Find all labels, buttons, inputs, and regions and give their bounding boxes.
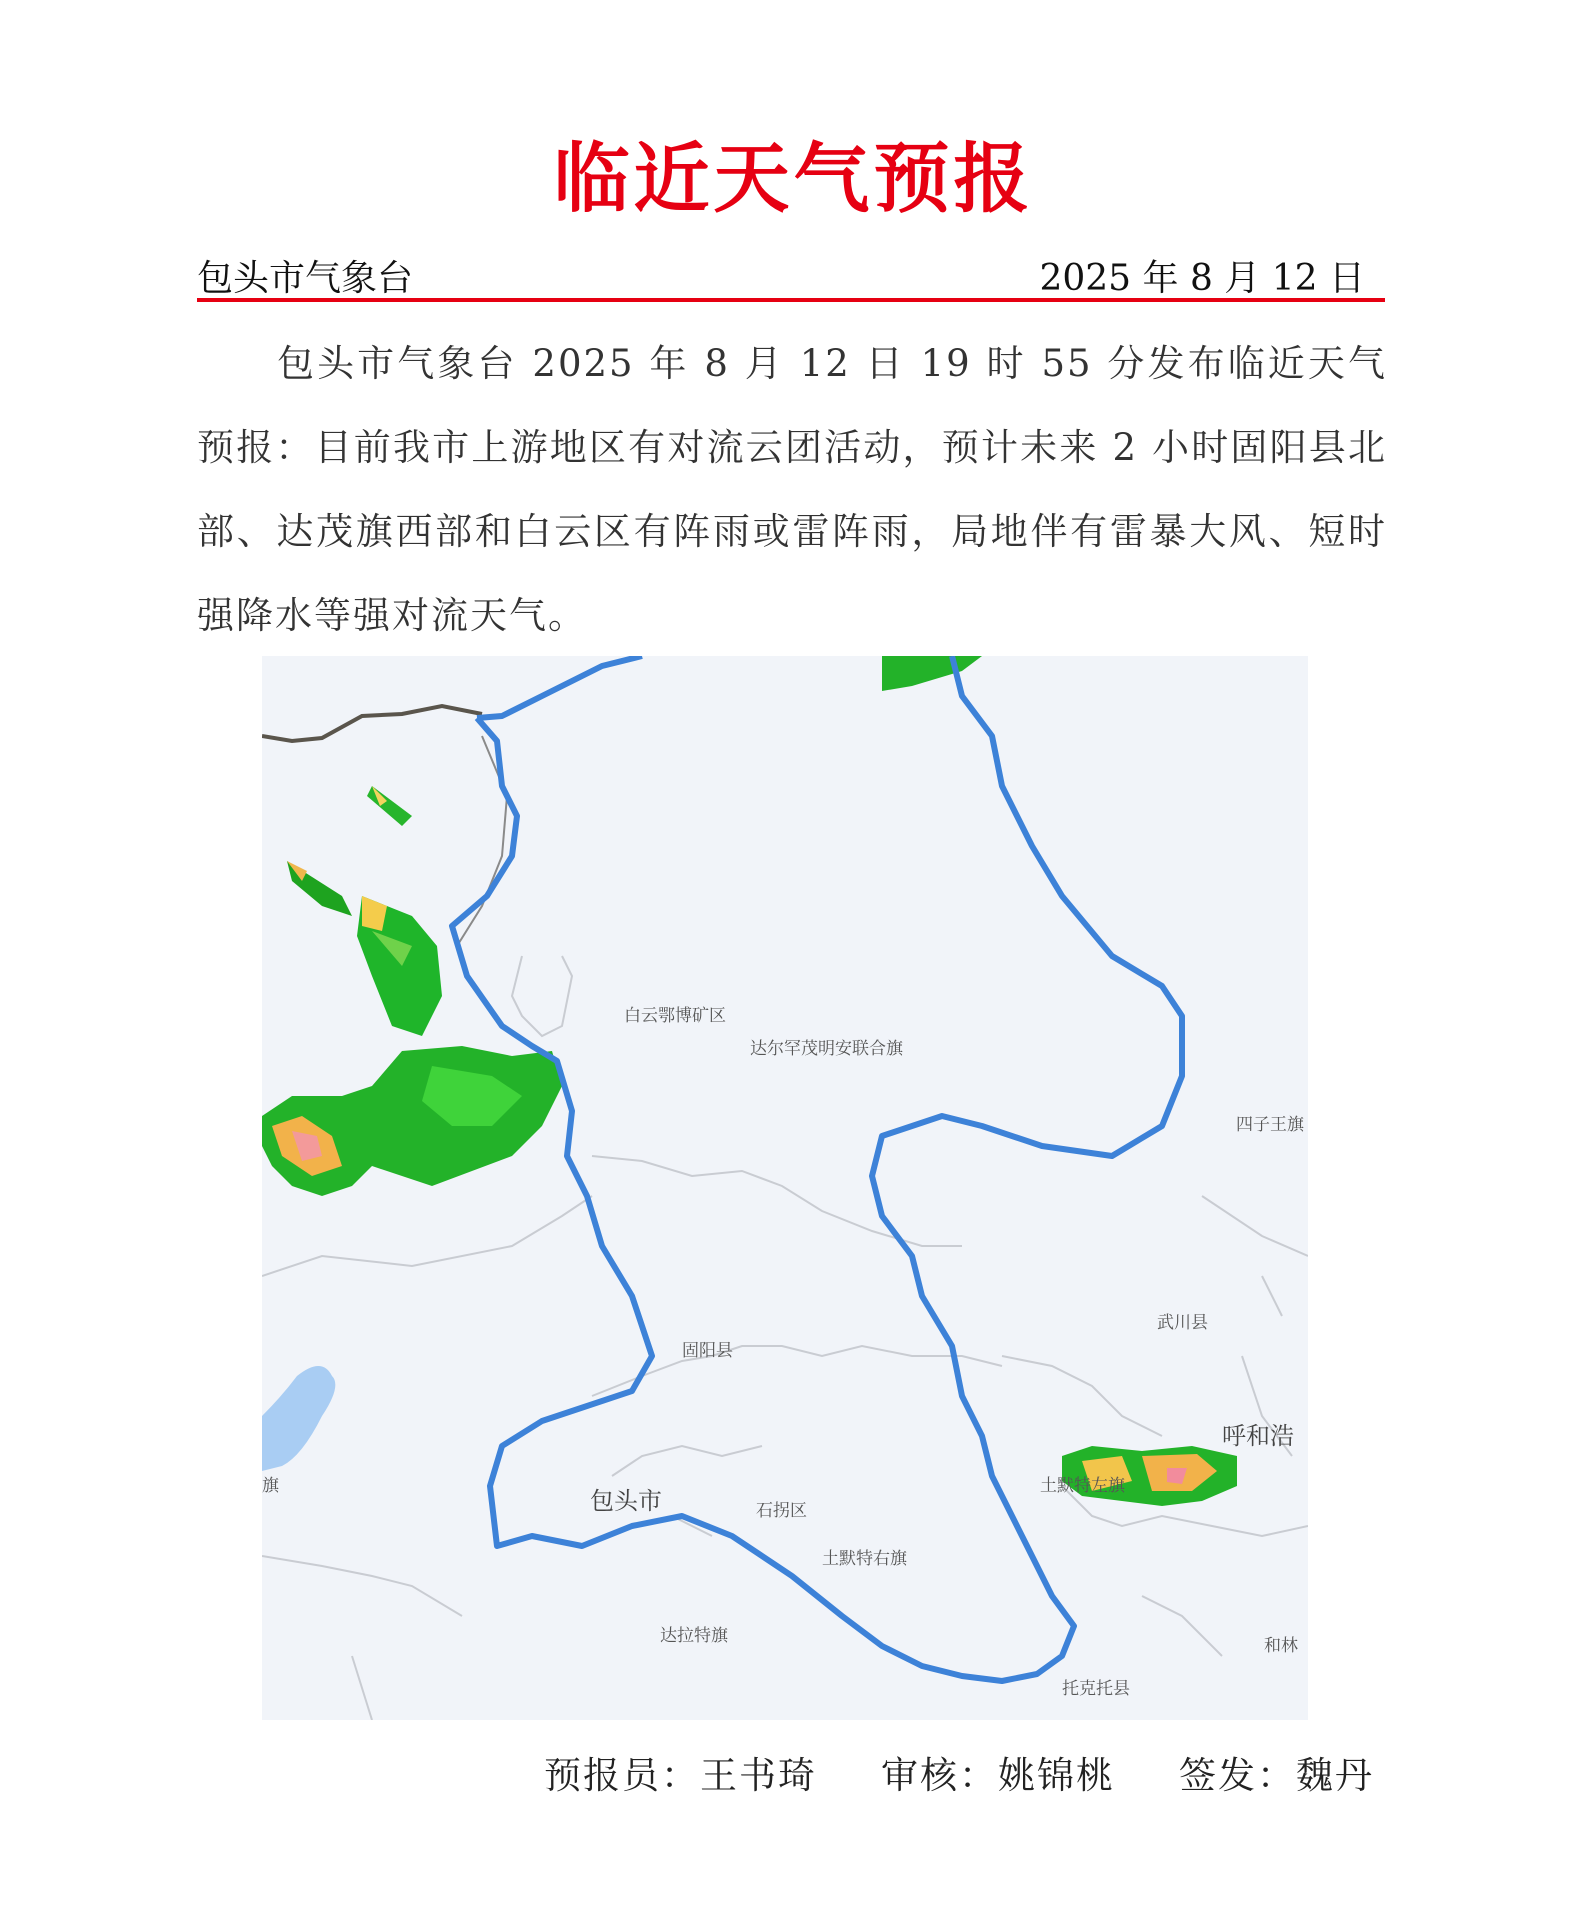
page-title: 临近天气预报 [553, 134, 1034, 223]
label-dalate: 达拉特旗 [660, 1626, 728, 1646]
issuer-name: 包头市气象台 [197, 258, 414, 299]
label-huhehaote: 呼和浩 [1222, 1422, 1294, 1450]
label-tumoteright: 土默特右旗 [822, 1549, 907, 1569]
radar-map [262, 656, 1308, 1720]
radar-echoes [262, 656, 1237, 1506]
label-tuoketuo: 托克托县 [1062, 1679, 1130, 1699]
approver: 签发：魏丹 [1179, 1754, 1374, 1797]
forecaster: 预报员：王书琦 [544, 1754, 817, 1797]
forecast-text: 包头市气象台 2025 年 8 月 12 日 19 时 55 分发布临近天气预报：目前我市上游地区有对流云团活动，预计未来 2 小时固阳县北部、达茂旗西部和白云区有阵雨或雷阵雨，局地伴有雷暴大风、短时强降水等强对流天气。 [197, 342, 1387, 637]
label-guyang: 固阳县 [682, 1341, 733, 1361]
header-divider [197, 298, 1385, 302]
aux-line [542, 1421, 562, 1536]
label-siziwang: 四子王旗 [1236, 1115, 1304, 1135]
label-shiguai: 石拐区 [756, 1501, 807, 1521]
city-boundary-top [477, 656, 642, 718]
label-qi: 旗 [262, 1476, 279, 1496]
label-damao: 达尔罕茂明安联合旗 [750, 1039, 903, 1059]
lake [262, 1366, 335, 1471]
label-baotou: 包头市 [590, 1487, 662, 1515]
city-boundary [452, 656, 1182, 1681]
issue-date: 2025 年 8 月 12 日 [1039, 258, 1365, 299]
label-tumoteleft: 土默特左旗 [1040, 1476, 1125, 1496]
signature-line [544, 1745, 1374, 1799]
label-wuchuan: 武川县 [1157, 1313, 1208, 1333]
label-helin: 和林 [1264, 1636, 1298, 1656]
reviewer: 审核：姚锦桃 [881, 1754, 1115, 1797]
label-baiyun: 白云鄂博矿区 [624, 1006, 726, 1026]
national-border [262, 706, 482, 741]
map-graphics [262, 656, 1308, 1720]
